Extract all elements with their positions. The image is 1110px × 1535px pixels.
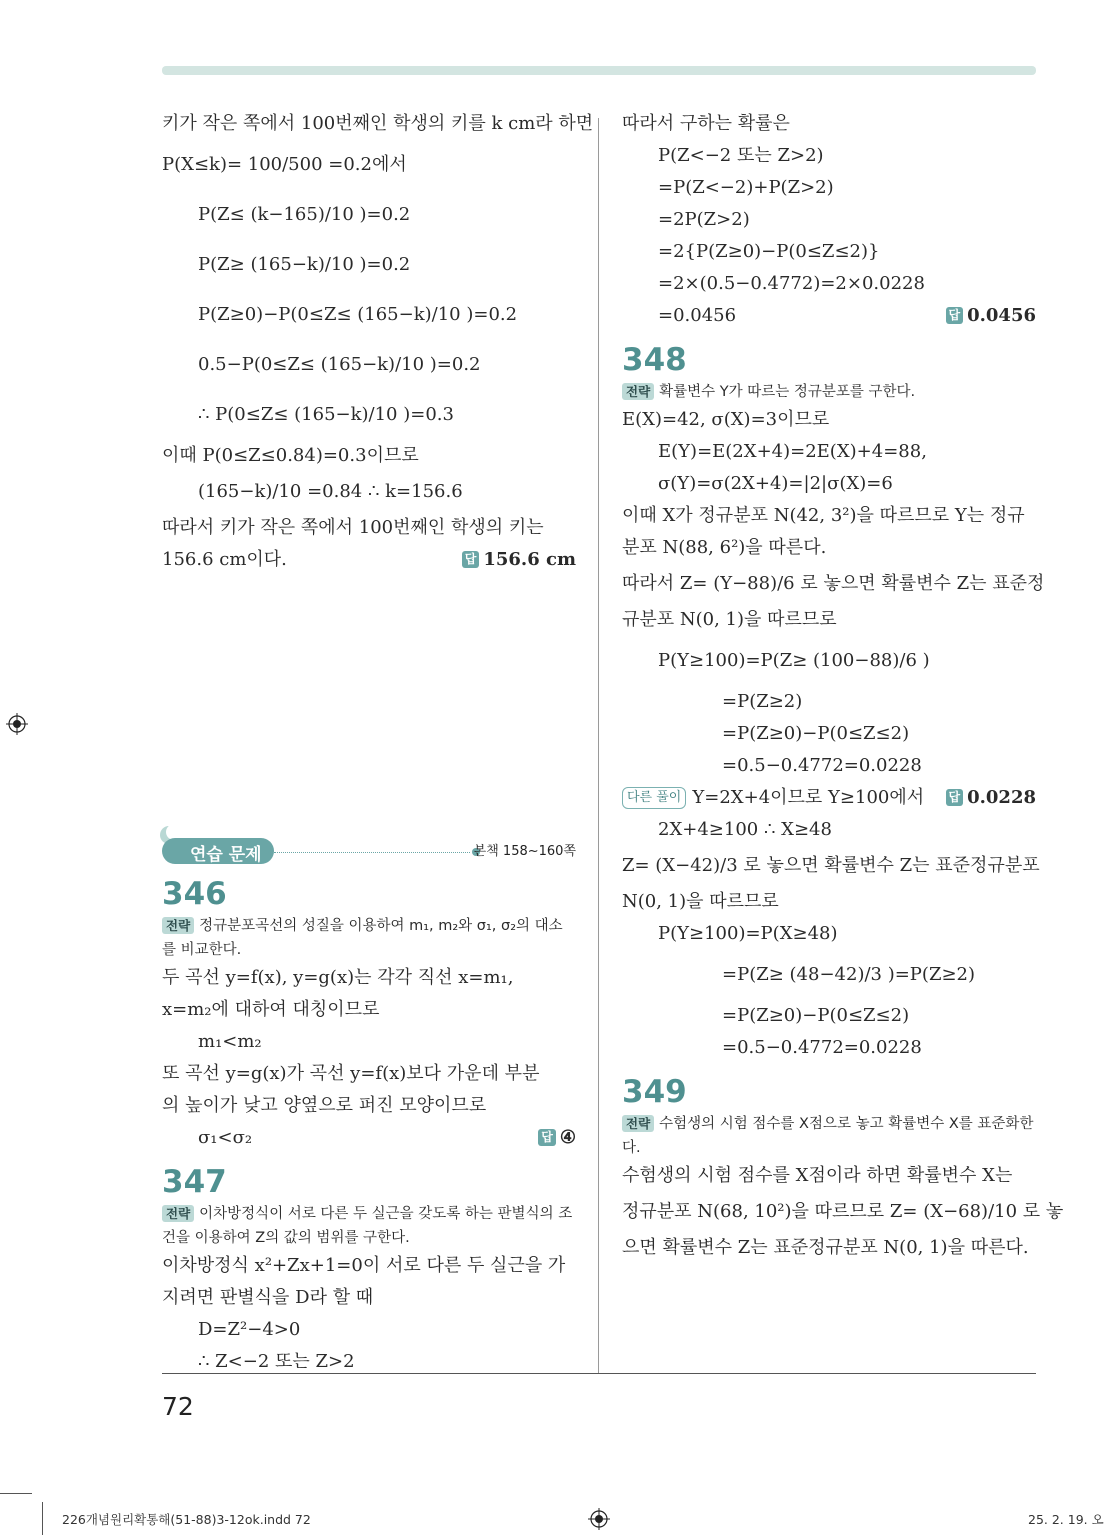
text-line: 두 곡선 y=f(x), y=g(x)는 각각 직선 x=m₁,	[162, 967, 514, 988]
math-line: =P(Z≥ (48−42)/3 )=P(Z≥2)	[722, 964, 976, 985]
math-line: P(X≤k)= 100/500 =0.2에서	[162, 154, 407, 175]
footer-divider	[42, 1502, 43, 1535]
math-line: =P(Z≥0)−P(0≤Z≤2)	[722, 1005, 910, 1026]
problem-number: 347	[162, 1164, 227, 1200]
text-line: 또 곡선 y=g(x)가 곡선 y=f(x)보다 가운데 부분	[162, 1063, 540, 1084]
strategy-text: 수험생의 시험 점수를 X점으로 놓고 확률변수 X를 표준화한다.	[622, 1116, 1034, 1156]
text-line: E(X)=42, σ(X)=3이므로	[622, 409, 830, 430]
math-line	[622, 300, 1036, 332]
text-line-content: Y=2X+4이므로 Y≥100에서	[692, 787, 925, 808]
strategy-text: 이차방정식이 서로 다른 두 실근을 갖도록 하는 판별식의 조건을 이용하여 Z의 값의 범위를 구한다.	[162, 1206, 573, 1246]
answer-value: 156.6 cm	[483, 549, 576, 570]
answer-mark	[462, 544, 576, 576]
text-line: Z= (X−42)/3 로 놓으면 확률변수 Z는 표준정규분포	[622, 855, 1040, 876]
math-line: P(Y≥100)=P(Z≥ (100−88)/6 )	[658, 650, 930, 671]
math-line: =P(Z<−2)+P(Z>2)	[658, 177, 834, 198]
math-line: ∴ Z<−2 또는 Z>2	[198, 1351, 355, 1372]
math-line-content: σ₁<σ₂	[198, 1127, 253, 1148]
section-header	[162, 836, 576, 866]
strategy-tag: 전략	[622, 383, 654, 400]
column-divider	[598, 118, 599, 1373]
problem-number: 346	[162, 876, 227, 912]
text-line: 따라서 구하는 확률은	[622, 113, 790, 134]
text-line: 의 높이가 낮고 양옆으로 퍼진 모양이므로	[162, 1095, 487, 1116]
math-line: 0.5−P(0≤Z≤ (165−k)/10 )=0.2	[198, 354, 481, 375]
answer-mark	[538, 1122, 576, 1154]
math-line: 2X+4≥100 ∴ X≥48	[658, 819, 832, 840]
math-line: P(Z≥ (165−k)/10 )=0.2	[198, 254, 411, 275]
text-line: N(0, 1)을 따르므로	[622, 891, 779, 912]
strategy-tag: 전략	[162, 917, 194, 934]
math-line	[162, 1122, 576, 1154]
left-column	[162, 108, 594, 1378]
math-line: =0.5−0.4772=0.0228	[722, 1037, 922, 1058]
answer-tag: 답	[462, 551, 480, 568]
text-line: 이때 X가 정규분포 N(42, 3²)을 따르므로 Y는 정규	[622, 505, 1025, 526]
strategy-tag: 전략	[622, 1115, 654, 1132]
text-line	[622, 782, 1036, 814]
footer-filename: 226개념원리확통해(51-88)3-12ok.indd 72	[62, 1512, 311, 1527]
math-line: =2P(Z>2)	[658, 209, 750, 230]
alt-solution-tag: 다른 풀이	[622, 787, 686, 809]
strategy-hint	[162, 914, 576, 962]
math-line: σ(Y)=σ(2X+4)=|2|σ(X)=6	[658, 473, 893, 494]
strategy-hint	[162, 1202, 576, 1250]
text-line: 으면 확률변수 Z는 표준정규분포 N(0, 1)을 따른다.	[622, 1237, 1029, 1258]
text-line	[162, 544, 576, 576]
math-line: (165−k)/10 =0.84 ∴ k=156.6	[198, 481, 463, 502]
answer-value: ④	[559, 1127, 576, 1148]
right-column	[622, 108, 1064, 1264]
math-line: P(Y≥100)=P(X≥48)	[658, 923, 838, 944]
text-line: 따라서 키가 작은 쪽에서 100번째인 학생의 키는	[162, 517, 544, 538]
math-line-content: =0.0456	[658, 305, 737, 326]
registration-mark-icon	[588, 1508, 610, 1530]
bottom-rule	[162, 1373, 1036, 1374]
strategy-hint	[622, 1112, 1036, 1160]
math-line: =P(Z≥2)	[722, 691, 803, 712]
math-line: P(Z≥0)−P(0≤Z≤ (165−k)/10 )=0.2	[198, 304, 518, 325]
math-line: =2×(0.5−0.4772)=2×0.0228	[658, 273, 925, 294]
answer-value: 0.0456	[967, 305, 1036, 326]
section-dotted-line	[274, 852, 470, 853]
text-line: 수험생의 시험 점수를 X점이라 하면 확률변수 X는	[622, 1165, 1013, 1186]
text-line: 이차방정식 x²+Zx+1=0이 서로 다른 두 실근을 가	[162, 1255, 566, 1276]
strategy-text: 확률변수 Y가 따르는 정규분포를 구한다.	[659, 384, 916, 400]
section-reference: 본책 158~160쪽	[473, 844, 576, 859]
text-line: 정규분포 N(68, 10²)을 따르므로 Z= (X−68)/10 로 놓	[622, 1201, 1064, 1222]
math-line: ∴ P(0≤Z≤ (165−k)/10 )=0.3	[198, 404, 454, 425]
header-bar	[162, 66, 1036, 75]
answer-value: 0.0228	[967, 787, 1036, 808]
answer-tag: 답	[946, 307, 964, 324]
problem-number: 348	[622, 342, 687, 378]
answer-tag: 답	[946, 789, 964, 806]
math-line: E(Y)=E(2X+4)=2E(X)+4=88,	[658, 441, 927, 462]
strategy-hint	[622, 380, 1036, 404]
math-line: P(Z≤ (k−165)/10 )=0.2	[198, 204, 411, 225]
text-line: 지려면 판별식을 D라 할 때	[162, 1287, 374, 1308]
strategy-tag: 전략	[162, 1205, 194, 1222]
math-line: =2{P(Z≥0)−P(0≤Z≤2)}	[658, 241, 880, 262]
strategy-text: 정규분포곡선의 성질을 이용하여 m₁, m₂와 σ₁, σ₂의 대소를 비교한다.	[162, 918, 563, 958]
math-line: =P(Z≥0)−P(0≤Z≤2)	[722, 723, 910, 744]
math-line: P(Z<−2 또는 Z>2)	[658, 145, 824, 166]
text-line: 이때 P(0≤Z≤0.84)=0.3이므로	[162, 445, 419, 466]
math-line: =0.5−0.4772=0.0228	[722, 755, 922, 776]
problem-number: 349	[622, 1074, 687, 1110]
math-line: D=Z²−4>0	[198, 1319, 301, 1340]
text-line: 규분포 N(0, 1)을 따르므로	[622, 609, 837, 630]
answer-mark	[946, 300, 1036, 332]
section-title: 연습 문제	[190, 845, 262, 865]
text-line: 키가 작은 쪽에서 100번째인 학생의 키를 k cm라 하면	[162, 113, 594, 134]
registration-mark-icon	[6, 713, 28, 735]
page-number: 72	[162, 1392, 194, 1421]
text-line: 따라서 Z= (Y−88)/6 로 놓으면 확률변수 Z는 표준정	[622, 573, 1045, 594]
footer-rule	[0, 1493, 32, 1494]
text-line-content: 156.6 cm이다.	[162, 549, 287, 570]
text-line: x=m₂에 대하여 대칭이므로	[162, 999, 380, 1020]
answer-tag: 답	[538, 1129, 556, 1146]
math-line: m₁<m₂	[198, 1031, 262, 1052]
footer-date: 25. 2. 19. 오	[1028, 1512, 1104, 1527]
text-line: 분포 N(88, 6²)을 따른다.	[622, 537, 827, 558]
